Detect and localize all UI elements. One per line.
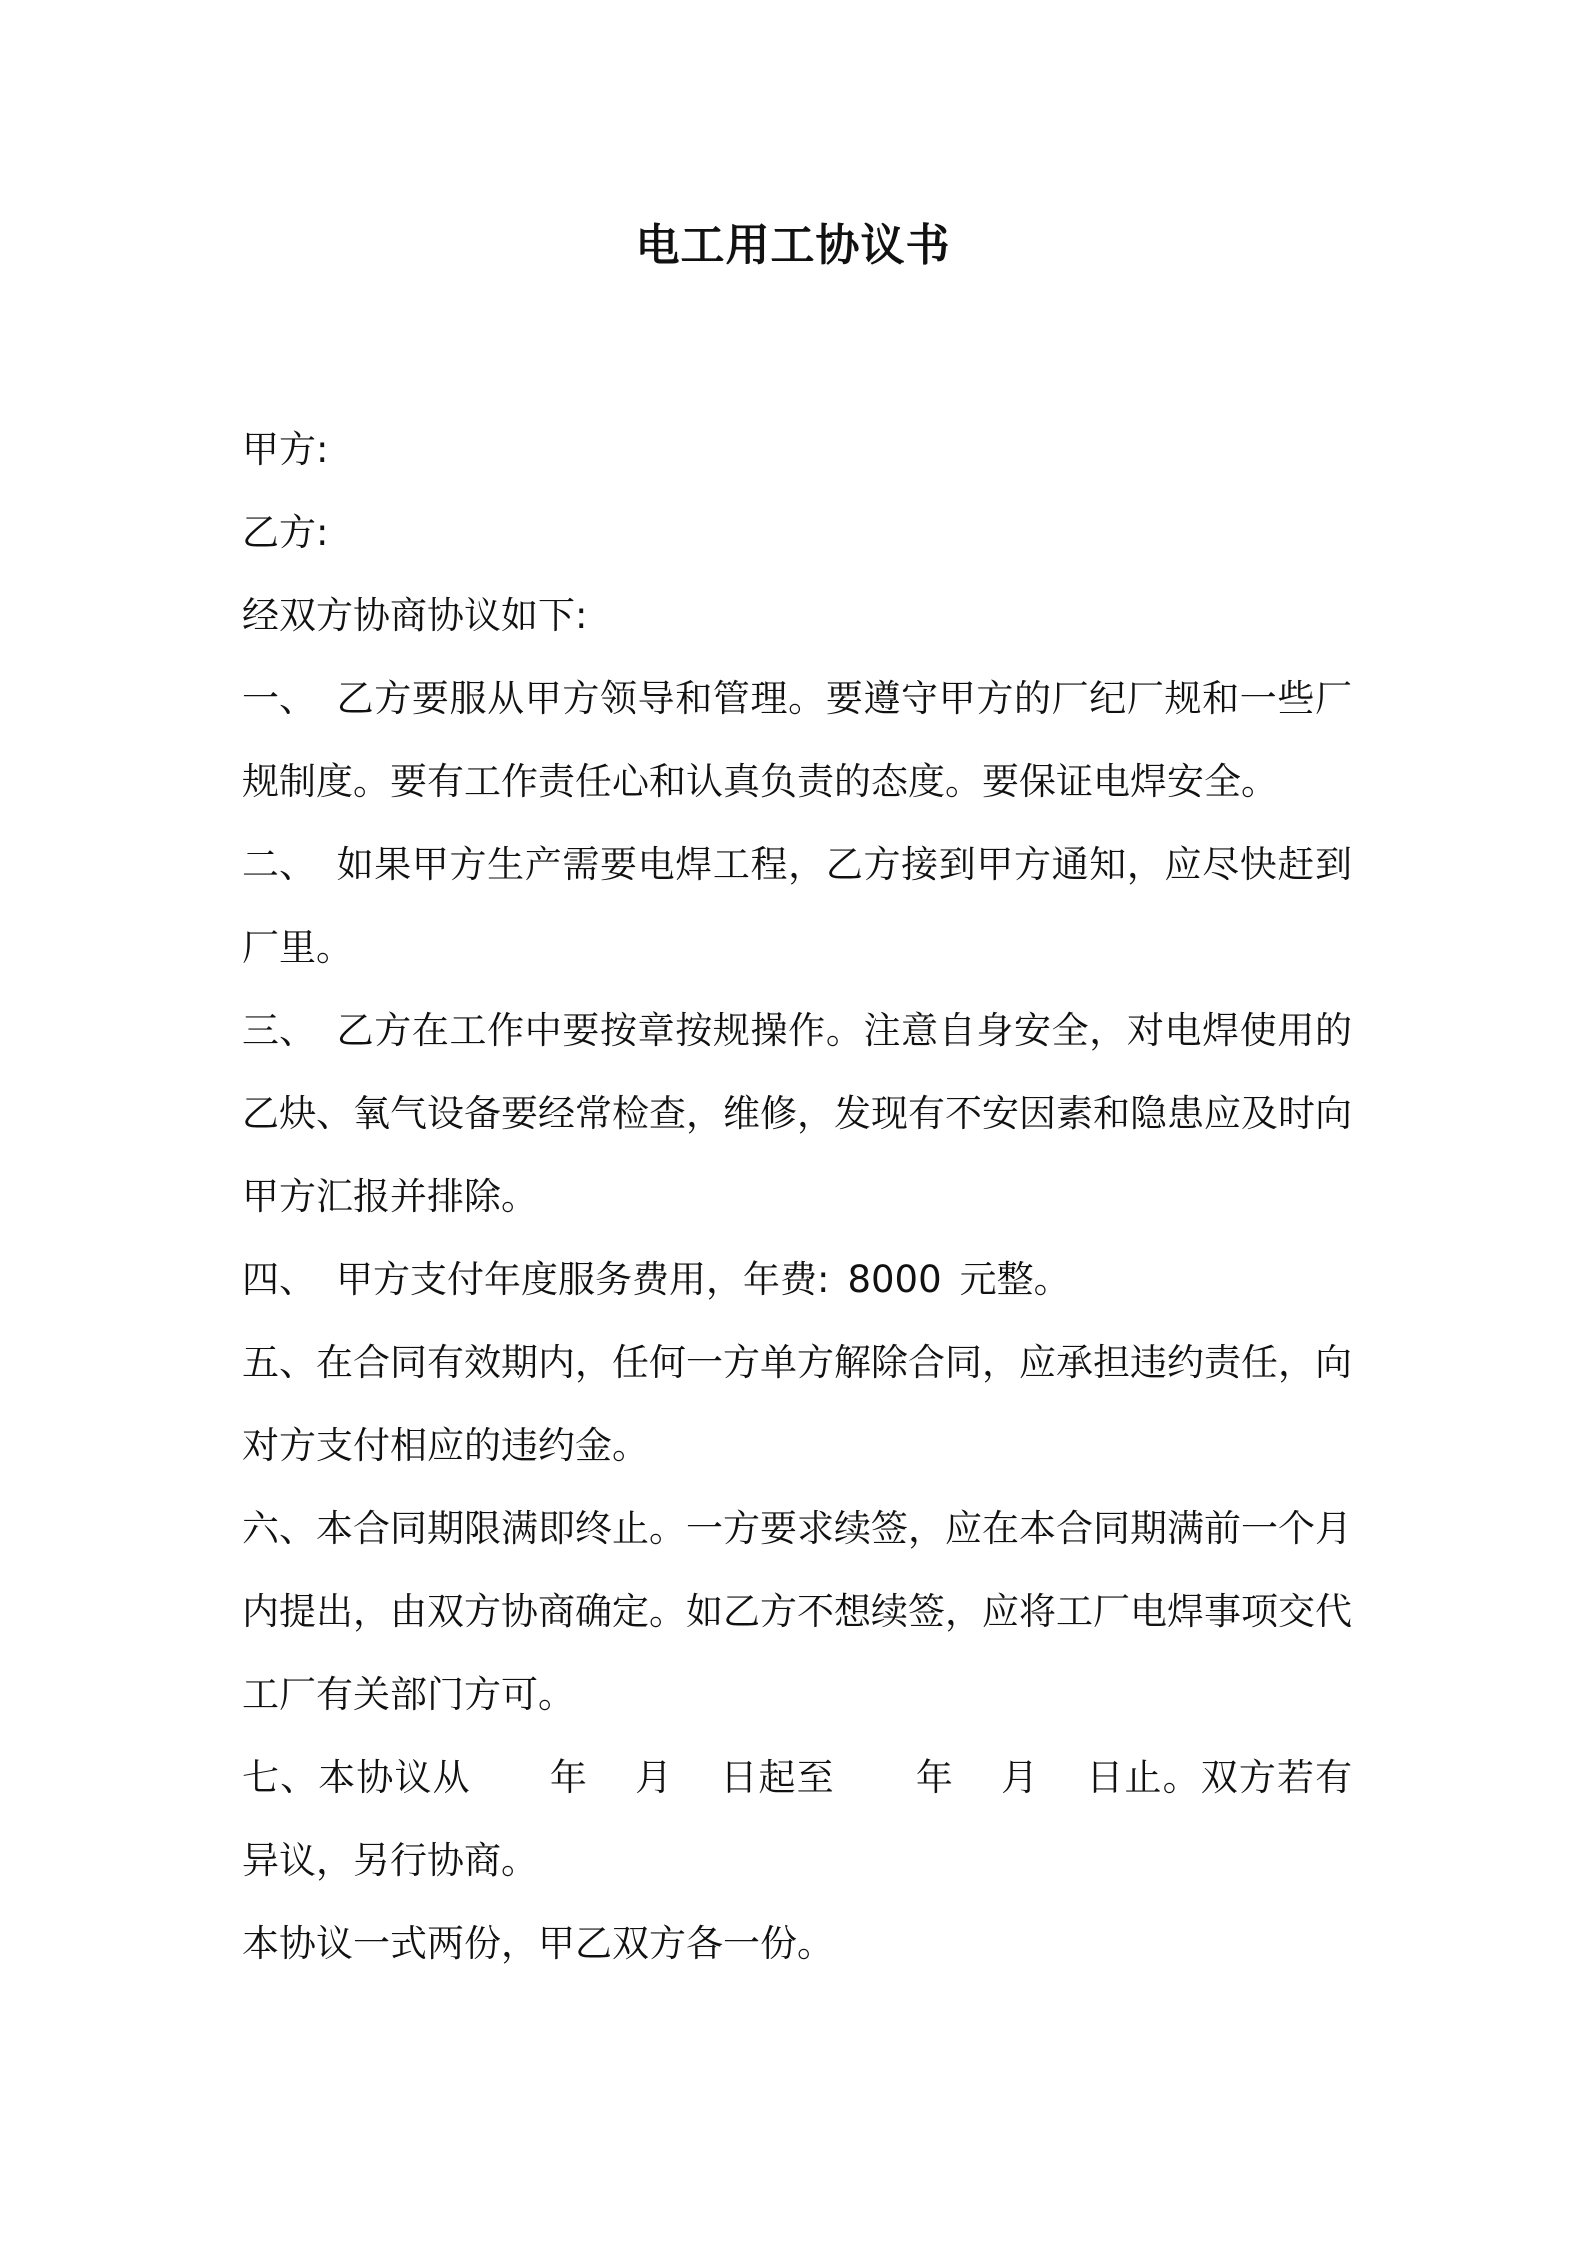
clause-text: 甲方支付年度服务费用，年费: xyxy=(336,1258,830,1301)
party-a-line: 甲方: xyxy=(242,428,329,471)
clause-number: 一、 xyxy=(242,677,316,720)
clause-text: 本合同期限满即终止。一方要求续签，应在本合同期满前一个月内提出，由双方协商确定。如乙方不想续签，应将工厂电焊事项交代工厂有关部门方可。 xyxy=(242,1507,1352,1716)
clause-text-suffix: 元整。 xyxy=(959,1258,1071,1301)
month-label: 月 xyxy=(633,1756,674,1799)
clause-text: 在合同有效期内，任何一方单方解除合同，应承担违约责任，向对方支付相应的违约金。 xyxy=(242,1341,1352,1467)
clause-7 xyxy=(242,1736,1352,1902)
document-title: 电工用工协议书 xyxy=(635,220,951,271)
intro-line: 经双方协商协议如下: xyxy=(242,594,588,637)
annual-fee-amount: 8000 xyxy=(847,1258,942,1301)
clause-number: 二、 xyxy=(242,843,316,886)
party-b-line: 乙方: xyxy=(242,511,329,554)
clause-number: 七、 xyxy=(242,1756,319,1799)
clause-number: 三、 xyxy=(242,1009,316,1052)
closing-line: 本协议一式两份，甲乙双方各一份。 xyxy=(242,1922,834,1965)
clause-3 xyxy=(242,989,1352,1238)
clause-5 xyxy=(242,1321,1352,1487)
day-to-label: 日止。 xyxy=(1085,1756,1201,1799)
day-from-label: 日起至 xyxy=(719,1756,835,1799)
clause-4 xyxy=(242,1238,1352,1321)
clause-6 xyxy=(242,1487,1352,1736)
year-label: 年 xyxy=(914,1756,954,1799)
clause-number: 六、 xyxy=(242,1507,316,1550)
month-label: 月 xyxy=(999,1756,1040,1799)
clause-text: 本协议从 xyxy=(318,1756,471,1799)
clause-text: 乙方要服从甲方领导和管理。要遵守甲方的厂纪厂规和一些厂规制度。要有工作责任心和认真负责的态度。要保证电焊安全。 xyxy=(242,677,1352,803)
clause-text: 如果甲方生产需要电焊工程，乙方接到甲方通知，应尽快赶到厂里。 xyxy=(242,843,1352,969)
year-label: 年 xyxy=(548,1756,588,1799)
clause-number: 五、 xyxy=(242,1341,316,1384)
clause-text: 乙方在工作中要按章按规操作。注意自身安全，对电焊使用的乙炔、氧气设备要经常检查，维修，发现有不安因素和隐患应及时向甲方汇报并排除。 xyxy=(242,1009,1352,1218)
clause-1 xyxy=(242,657,1352,823)
clause-number: 四、 xyxy=(242,1258,316,1301)
clause-text-suffix: 双方若有异议，另行协商。 xyxy=(242,1756,1353,1882)
clause-2 xyxy=(242,823,1352,989)
document-body xyxy=(242,408,1352,1985)
